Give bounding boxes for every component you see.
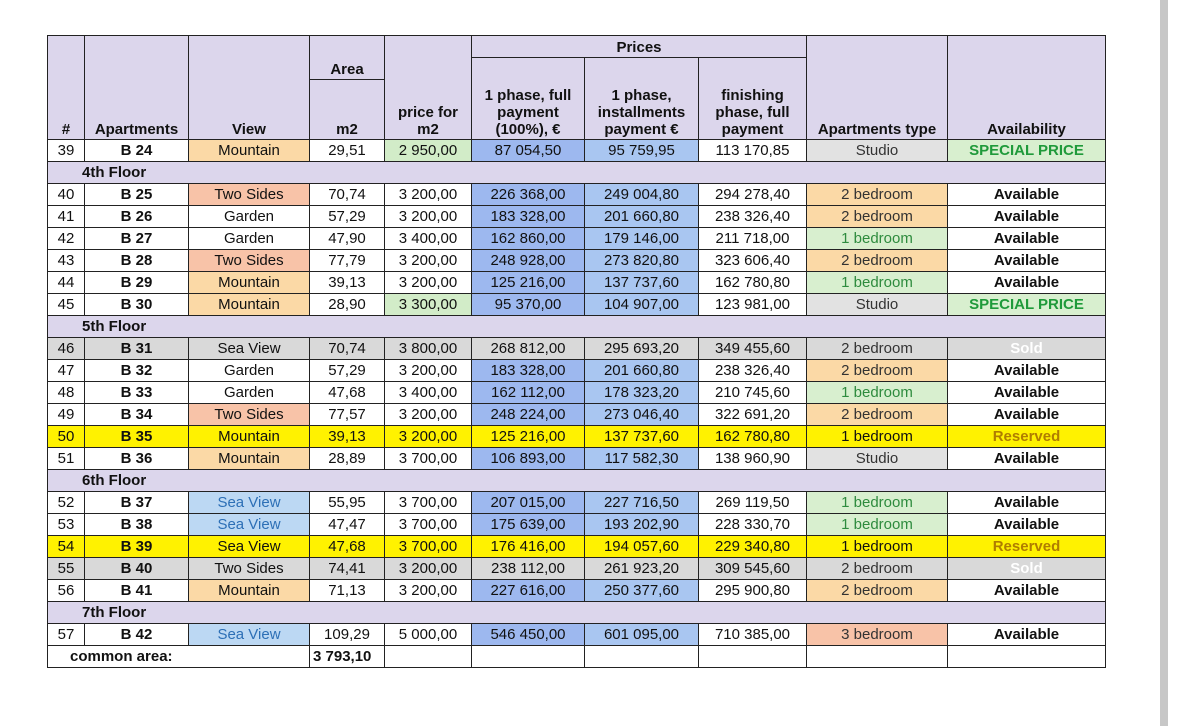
- apartment-id: B 41: [85, 580, 189, 602]
- phase1-installments-price: 194 057,60: [585, 536, 699, 558]
- col-header-price-m2: price for m2: [385, 36, 472, 140]
- row-number: 56: [48, 580, 85, 602]
- availability-status: Available: [948, 184, 1106, 206]
- finishing-phase-price: 238 326,40: [699, 206, 807, 228]
- view-cell: Two Sides: [189, 558, 310, 580]
- price-per-m2-cell: 3 300,00: [385, 294, 472, 316]
- apartment-type-cell: 1 bedroom: [807, 228, 948, 250]
- table-row: [48, 514, 1106, 536]
- finishing-phase-price: 162 780,80: [699, 426, 807, 448]
- table-row: [48, 624, 1106, 646]
- apartment-id: B 25: [85, 184, 189, 206]
- price-per-m2-cell: 5 000,00: [385, 624, 472, 646]
- view-cell: Two Sides: [189, 250, 310, 272]
- table-row: [48, 360, 1106, 382]
- col-header-availability: Availability: [948, 36, 1106, 140]
- area-cell: 77,79: [310, 250, 385, 272]
- phase1-full-price: 87 054,50: [472, 140, 585, 162]
- table-row: [48, 492, 1106, 514]
- col-header-apartments: Apartments: [85, 36, 189, 140]
- apartment-type-cell: 2 bedroom: [807, 338, 948, 360]
- apartment-id: B 24: [85, 140, 189, 162]
- area-cell: 29,51: [310, 140, 385, 162]
- phase1-full-price: 176 416,00: [472, 536, 585, 558]
- availability-status: Available: [948, 228, 1106, 250]
- apartment-id: B 38: [85, 514, 189, 536]
- price-per-m2-cell: 2 950,00: [385, 140, 472, 162]
- apartment-id: B 30: [85, 294, 189, 316]
- row-number: 51: [48, 448, 85, 470]
- price-per-m2-cell: 3 700,00: [385, 514, 472, 536]
- availability-status: Sold: [948, 558, 1106, 580]
- table-row: [48, 426, 1106, 448]
- price-per-m2-cell: 3 200,00: [385, 206, 472, 228]
- finishing-phase-price: 323 606,40: [699, 250, 807, 272]
- row-number: 45: [48, 294, 85, 316]
- phase1-installments-price: 117 582,30: [585, 448, 699, 470]
- row-number: 41: [48, 206, 85, 228]
- table-row: [48, 140, 1106, 162]
- finishing-phase-price: 349 455,60: [699, 338, 807, 360]
- row-number: 47: [48, 360, 85, 382]
- apartment-id: B 40: [85, 558, 189, 580]
- apartment-type-cell: Studio: [807, 140, 948, 162]
- row-number: 57: [48, 624, 85, 646]
- phase1-installments-price: 137 737,60: [585, 272, 699, 294]
- price-per-m2-cell: 3 700,00: [385, 536, 472, 558]
- view-cell: Sea View: [189, 338, 310, 360]
- empty-cell: [948, 646, 1106, 668]
- row-number: 42: [48, 228, 85, 250]
- phase1-full-price: 546 450,00: [472, 624, 585, 646]
- price-per-m2-cell: 3 800,00: [385, 338, 472, 360]
- phase1-full-price: 175 639,00: [472, 514, 585, 536]
- table-row: [48, 536, 1106, 558]
- apartment-id: B 42: [85, 624, 189, 646]
- phase1-installments-price: 261 923,20: [585, 558, 699, 580]
- area-cell: 55,95: [310, 492, 385, 514]
- phase1-full-price: 207 015,00: [472, 492, 585, 514]
- phase1-full-price: 183 328,00: [472, 206, 585, 228]
- view-cell: Sea View: [189, 624, 310, 646]
- apartment-id: B 26: [85, 206, 189, 228]
- floor-label: 4th Floor: [48, 162, 1106, 184]
- phase1-installments-price: 95 759,95: [585, 140, 699, 162]
- phase1-full-price: 226 368,00: [472, 184, 585, 206]
- price-per-m2-cell: 3 200,00: [385, 404, 472, 426]
- row-number: 55: [48, 558, 85, 580]
- apartment-id: B 33: [85, 382, 189, 404]
- table-row: [48, 228, 1106, 250]
- area-cell: 57,29: [310, 360, 385, 382]
- phase1-full-price: 248 928,00: [472, 250, 585, 272]
- phase1-full-price: 106 893,00: [472, 448, 585, 470]
- apartment-id: B 37: [85, 492, 189, 514]
- common-area-row: [48, 646, 1106, 668]
- row-number: 44: [48, 272, 85, 294]
- apartment-type-cell: 1 bedroom: [807, 272, 948, 294]
- table-row: [48, 250, 1106, 272]
- apartment-type-cell: 1 bedroom: [807, 492, 948, 514]
- phase1-installments-price: 273 046,40: [585, 404, 699, 426]
- apartment-id: B 27: [85, 228, 189, 250]
- empty-cell: [385, 646, 472, 668]
- phase1-installments-price: 227 716,50: [585, 492, 699, 514]
- apartment-type-cell: 1 bedroom: [807, 382, 948, 404]
- row-number: 46: [48, 338, 85, 360]
- row-number: 43: [48, 250, 85, 272]
- availability-status: Reserved: [948, 426, 1106, 448]
- table-row: [48, 272, 1106, 294]
- finishing-phase-price: 710 385,00: [699, 624, 807, 646]
- phase1-installments-price: 179 146,00: [585, 228, 699, 250]
- col-header-num: #: [48, 36, 85, 140]
- empty-cell: [807, 646, 948, 668]
- availability-status: Available: [948, 514, 1106, 536]
- phase1-full-price: 238 112,00: [472, 558, 585, 580]
- view-cell: Sea View: [189, 492, 310, 514]
- phase1-installments-price: 178 323,20: [585, 382, 699, 404]
- empty-cell: [585, 646, 699, 668]
- col-header-phase1-full: 1 phase, full payment (100%), €: [472, 58, 585, 140]
- availability-status: Available: [948, 448, 1106, 470]
- price-per-m2-cell: 3 200,00: [385, 184, 472, 206]
- common-area-label: common area:: [48, 646, 310, 668]
- area-cell: 28,90: [310, 294, 385, 316]
- availability-status: Available: [948, 492, 1106, 514]
- floor-label: 6th Floor: [48, 470, 1106, 492]
- finishing-phase-price: 269 119,50: [699, 492, 807, 514]
- availability-status: Available: [948, 580, 1106, 602]
- phase1-installments-price: 137 737,60: [585, 426, 699, 448]
- phase1-installments-price: 249 004,80: [585, 184, 699, 206]
- availability-status: Available: [948, 272, 1106, 294]
- availability-status: Sold: [948, 338, 1106, 360]
- finishing-phase-price: 113 170,85: [699, 140, 807, 162]
- availability-status: Available: [948, 382, 1106, 404]
- table-row: [48, 206, 1106, 228]
- view-cell: Two Sides: [189, 404, 310, 426]
- floor-label: 5th Floor: [48, 316, 1106, 338]
- availability-status: SPECIAL PRICE: [948, 294, 1106, 316]
- view-cell: Garden: [189, 228, 310, 250]
- table-row: [48, 448, 1106, 470]
- phase1-full-price: 248 224,00: [472, 404, 585, 426]
- row-number: 50: [48, 426, 85, 448]
- price-per-m2-cell: 3 400,00: [385, 228, 472, 250]
- col-header-type: Apartments type: [807, 36, 948, 140]
- apartment-type-cell: Studio: [807, 294, 948, 316]
- finishing-phase-price: 322 691,20: [699, 404, 807, 426]
- apartment-id: B 29: [85, 272, 189, 294]
- col-header-prices: Prices: [472, 36, 807, 58]
- phase1-full-price: 125 216,00: [472, 426, 585, 448]
- price-per-m2-cell: 3 200,00: [385, 558, 472, 580]
- col-header-phase1-installments: 1 phase, installments payment €: [585, 58, 699, 140]
- view-cell: Mountain: [189, 580, 310, 602]
- floor-header-row: [48, 470, 1106, 492]
- apartment-type-cell: 1 bedroom: [807, 514, 948, 536]
- row-number: 52: [48, 492, 85, 514]
- phase1-full-price: 125 216,00: [472, 272, 585, 294]
- view-cell: Mountain: [189, 272, 310, 294]
- finishing-phase-price: 138 960,90: [699, 448, 807, 470]
- phase1-installments-price: 201 660,80: [585, 360, 699, 382]
- finishing-phase-price: 123 981,00: [699, 294, 807, 316]
- area-cell: 39,13: [310, 426, 385, 448]
- view-cell: Sea View: [189, 536, 310, 558]
- area-cell: 109,29: [310, 624, 385, 646]
- phase1-installments-price: 273 820,80: [585, 250, 699, 272]
- apartment-type-cell: 2 bedroom: [807, 404, 948, 426]
- view-cell: Garden: [189, 360, 310, 382]
- apartment-type-cell: 1 bedroom: [807, 536, 948, 558]
- table-row: [48, 382, 1106, 404]
- area-cell: 47,90: [310, 228, 385, 250]
- floor-header-row: [48, 602, 1106, 624]
- area-cell: 28,89: [310, 448, 385, 470]
- row-number: 49: [48, 404, 85, 426]
- price-per-m2-cell: 3 700,00: [385, 492, 472, 514]
- apartment-type-cell: 2 bedroom: [807, 206, 948, 228]
- phase1-installments-price: 250 377,60: [585, 580, 699, 602]
- availability-status: Available: [948, 624, 1106, 646]
- phase1-full-price: 162 112,00: [472, 382, 585, 404]
- availability-status: Reserved: [948, 536, 1106, 558]
- apartment-type-cell: 2 bedroom: [807, 580, 948, 602]
- area-cell: 74,41: [310, 558, 385, 580]
- empty-cell: [699, 646, 807, 668]
- apartment-id: B 31: [85, 338, 189, 360]
- phase1-installments-price: 104 907,00: [585, 294, 699, 316]
- price-per-m2-cell: 3 200,00: [385, 580, 472, 602]
- view-cell: Garden: [189, 206, 310, 228]
- area-cell: 71,13: [310, 580, 385, 602]
- area-cell: 57,29: [310, 206, 385, 228]
- availability-status: Available: [948, 250, 1106, 272]
- phase1-full-price: 183 328,00: [472, 360, 585, 382]
- finishing-phase-price: 210 745,60: [699, 382, 807, 404]
- availability-status: Available: [948, 404, 1106, 426]
- floor-header-row: [48, 316, 1106, 338]
- apartment-id: B 34: [85, 404, 189, 426]
- availability-status: Available: [948, 360, 1106, 382]
- table-row: [48, 338, 1106, 360]
- apartment-id: B 36: [85, 448, 189, 470]
- availability-status: SPECIAL PRICE: [948, 140, 1106, 162]
- finishing-phase-price: 294 278,40: [699, 184, 807, 206]
- table-row: [48, 558, 1106, 580]
- price-table: [47, 35, 1106, 668]
- price-per-m2-cell: 3 400,00: [385, 382, 472, 404]
- col-header-finishing-phase: finishing phase, full payment: [699, 58, 807, 140]
- price-per-m2-cell: 3 200,00: [385, 250, 472, 272]
- apartment-type-cell: 2 bedroom: [807, 360, 948, 382]
- view-cell: Sea View: [189, 514, 310, 536]
- col-header-area: Area: [310, 36, 385, 80]
- apartment-type-cell: 2 bedroom: [807, 184, 948, 206]
- price-per-m2-cell: 3 200,00: [385, 272, 472, 294]
- scrollbar[interactable]: [1160, 0, 1168, 726]
- table-row: [48, 404, 1106, 426]
- area-cell: 47,47: [310, 514, 385, 536]
- finishing-phase-price: 309 545,60: [699, 558, 807, 580]
- finishing-phase-price: 229 340,80: [699, 536, 807, 558]
- apartment-type-cell: 2 bedroom: [807, 250, 948, 272]
- apartment-type-cell: 2 bedroom: [807, 558, 948, 580]
- apartment-id: B 35: [85, 426, 189, 448]
- phase1-installments-price: 193 202,90: [585, 514, 699, 536]
- apartment-type-cell: 3 bedroom: [807, 624, 948, 646]
- view-cell: Mountain: [189, 140, 310, 162]
- finishing-phase-price: 162 780,80: [699, 272, 807, 294]
- area-cell: 47,68: [310, 536, 385, 558]
- apartment-type-cell: Studio: [807, 448, 948, 470]
- view-cell: Two Sides: [189, 184, 310, 206]
- floor-header-row: [48, 162, 1106, 184]
- phase1-installments-price: 601 095,00: [585, 624, 699, 646]
- availability-status: Available: [948, 206, 1106, 228]
- table-row: [48, 294, 1106, 316]
- apartment-id: B 28: [85, 250, 189, 272]
- phase1-full-price: 162 860,00: [472, 228, 585, 250]
- view-cell: Mountain: [189, 426, 310, 448]
- phase1-installments-price: 295 693,20: [585, 338, 699, 360]
- price-per-m2-cell: 3 200,00: [385, 426, 472, 448]
- price-per-m2-cell: 3 700,00: [385, 448, 472, 470]
- phase1-installments-price: 201 660,80: [585, 206, 699, 228]
- finishing-phase-price: 211 718,00: [699, 228, 807, 250]
- phase1-full-price: 227 616,00: [472, 580, 585, 602]
- floor-label: 7th Floor: [48, 602, 1106, 624]
- finishing-phase-price: 228 330,70: [699, 514, 807, 536]
- table-body: [48, 140, 1106, 668]
- phase1-full-price: 268 812,00: [472, 338, 585, 360]
- common-area-value: 3 793,10: [310, 646, 385, 668]
- finishing-phase-price: 295 900,80: [699, 580, 807, 602]
- col-header-area-unit: m2: [310, 80, 385, 140]
- view-cell: Mountain: [189, 294, 310, 316]
- area-cell: 70,74: [310, 184, 385, 206]
- col-header-view: View: [189, 36, 310, 140]
- table-row: [48, 184, 1106, 206]
- row-number: 48: [48, 382, 85, 404]
- phase1-full-price: 95 370,00: [472, 294, 585, 316]
- empty-cell: [472, 646, 585, 668]
- apartment-id: B 39: [85, 536, 189, 558]
- finishing-phase-price: 238 326,40: [699, 360, 807, 382]
- apartment-id: B 32: [85, 360, 189, 382]
- area-cell: 47,68: [310, 382, 385, 404]
- view-cell: Mountain: [189, 448, 310, 470]
- row-number: 53: [48, 514, 85, 536]
- area-cell: 77,57: [310, 404, 385, 426]
- area-cell: 39,13: [310, 272, 385, 294]
- price-per-m2-cell: 3 200,00: [385, 360, 472, 382]
- area-cell: 70,74: [310, 338, 385, 360]
- view-cell: Garden: [189, 382, 310, 404]
- row-number: 39: [48, 140, 85, 162]
- table-row: [48, 580, 1106, 602]
- row-number: 40: [48, 184, 85, 206]
- apartment-type-cell: 1 bedroom: [807, 426, 948, 448]
- row-number: 54: [48, 536, 85, 558]
